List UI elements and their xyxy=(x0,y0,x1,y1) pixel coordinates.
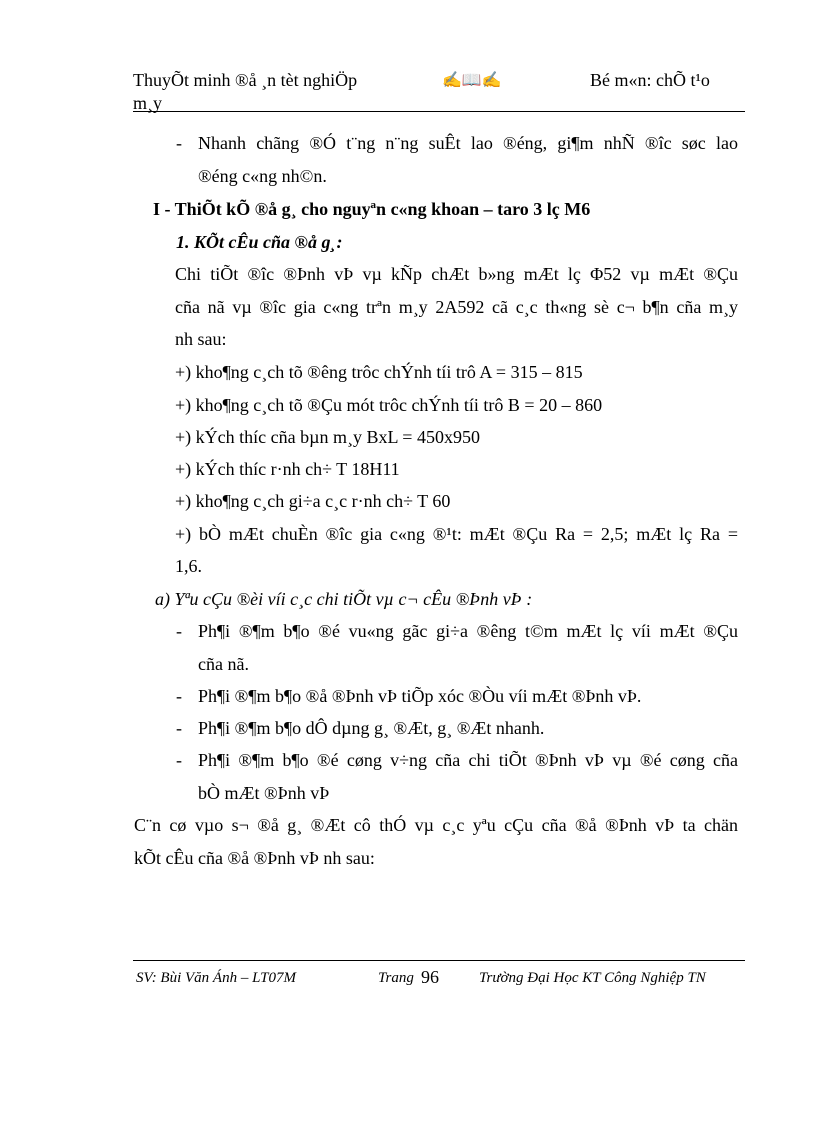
para1-line2: cña nã vµ ®îc gia c«ng trªn m¸y 2A592 cã c¸c th«ng sè c¬ b¶n cña m¸y xyxy=(175,297,738,317)
requirement-item-cont: bÒ mÆt ®Þnh vÞ xyxy=(198,783,330,803)
bullet-marker: - xyxy=(176,133,182,153)
header-divider xyxy=(133,111,745,112)
bullet-marker: - xyxy=(176,621,182,641)
requirement-item-cont: cña nã. xyxy=(198,654,249,674)
sub-heading-a: a) Yªu cÇu ®èi víi c¸c chi tiÕt vµ c¬ cÊu ®Þnh vÞ : xyxy=(155,589,533,609)
footer-school: Trường Đại Học KT Công Nghiệp TN xyxy=(479,970,706,986)
requirement-item: Ph¶i ®¶m b¶o ®é cøng v÷ng cña chi tiÕt ®Þnh vÞ vµ ®é cøng cña xyxy=(198,750,738,770)
footer-page-number: 96 xyxy=(421,967,439,987)
requirement-item: Ph¶i ®¶m b¶o ®å ®Þnh vÞ tiÕp xóc ®Òu víi mÆt ®Þnh vÞ. xyxy=(198,686,642,706)
header-left-title: ThuyÕt minh ®å ¸n tèt nghiÖp xyxy=(133,70,358,90)
spec-item-cont: 1,6. xyxy=(175,556,202,576)
spec-item: +) bÒ mÆt chuÈn ®îc gia c«ng ®¹t: mÆt ®Çu Ra = 2,5; mÆt lç Ra = xyxy=(175,524,738,544)
sub-heading: 1. KÕt cÊu cña ®å g¸: xyxy=(176,232,343,252)
para1-line1: Chi tiÕt ®îc ®Þnh vÞ vµ kÑp chÆt b»ng mÆt lç Φ52 vµ mÆt ®Çu xyxy=(175,264,738,284)
intro-bullet-line2: ®éng c«ng nh©n. xyxy=(198,166,327,186)
footer-divider xyxy=(133,960,745,961)
header-department: Bé m«n: chÕ t¹o xyxy=(590,70,710,90)
footer-author: SV: Bùi Văn Ánh – LT07M xyxy=(136,970,296,986)
spec-item: +) kho¶ng c¸ch gi÷a c¸c r·nh ch÷ T 60 xyxy=(175,491,451,511)
header-ornament-icon: ✍📖✍ xyxy=(442,72,502,89)
bullet-marker: - xyxy=(176,750,182,770)
requirement-item: Ph¶i ®¶m b¶o dÔ dµng g¸ ®Æt, g¸ ®Æt nhanh. xyxy=(198,718,545,738)
footer-page-label: Trang xyxy=(378,970,414,986)
closing-line1: C¨n cø vµo s¬ ®å g¸ ®Æt cô thÓ vµ c¸c yªu cÇu cña ®å ®Þnh vÞ ta chän xyxy=(134,815,738,835)
spec-item: +) kÝch thíc cña bµn m¸y BxL = 450x950 xyxy=(175,427,480,447)
header-left-title-cont: m¸y xyxy=(133,93,162,113)
closing-line2: kÕt cÊu cña ®å ®Þnh vÞ nh sau: xyxy=(134,848,375,868)
para1-line3: nh sau: xyxy=(175,329,227,349)
section-heading: I - ThiÕt kÕ ®å g¸ cho nguyªn c«ng khoan – taro 3 lç M6 xyxy=(153,199,591,219)
spec-item: +) kÝch thíc r·nh ch÷ T 18H11 xyxy=(175,459,400,479)
spec-item: +) kho¶ng c¸ch tõ ®Çu mót trôc chÝnh tíi trô B = 20 – 860 xyxy=(175,395,603,415)
intro-bullet-line1: Nhanh chãng ®Ó t¨ng n¨ng suÊt lao ®éng, gi¶m nhÑ ®îc søc lao xyxy=(198,133,738,153)
requirement-item: Ph¶i ®¶m b¶o ®é vu«ng gãc gi÷a ®êng t©m mÆt lç víi mÆt ®Çu xyxy=(198,621,738,641)
bullet-marker: - xyxy=(176,686,182,706)
spec-item: +) kho¶ng c¸ch tõ ®êng trôc chÝnh tíi trô A = 315 – 815 xyxy=(175,362,583,382)
bullet-marker: - xyxy=(176,718,182,738)
